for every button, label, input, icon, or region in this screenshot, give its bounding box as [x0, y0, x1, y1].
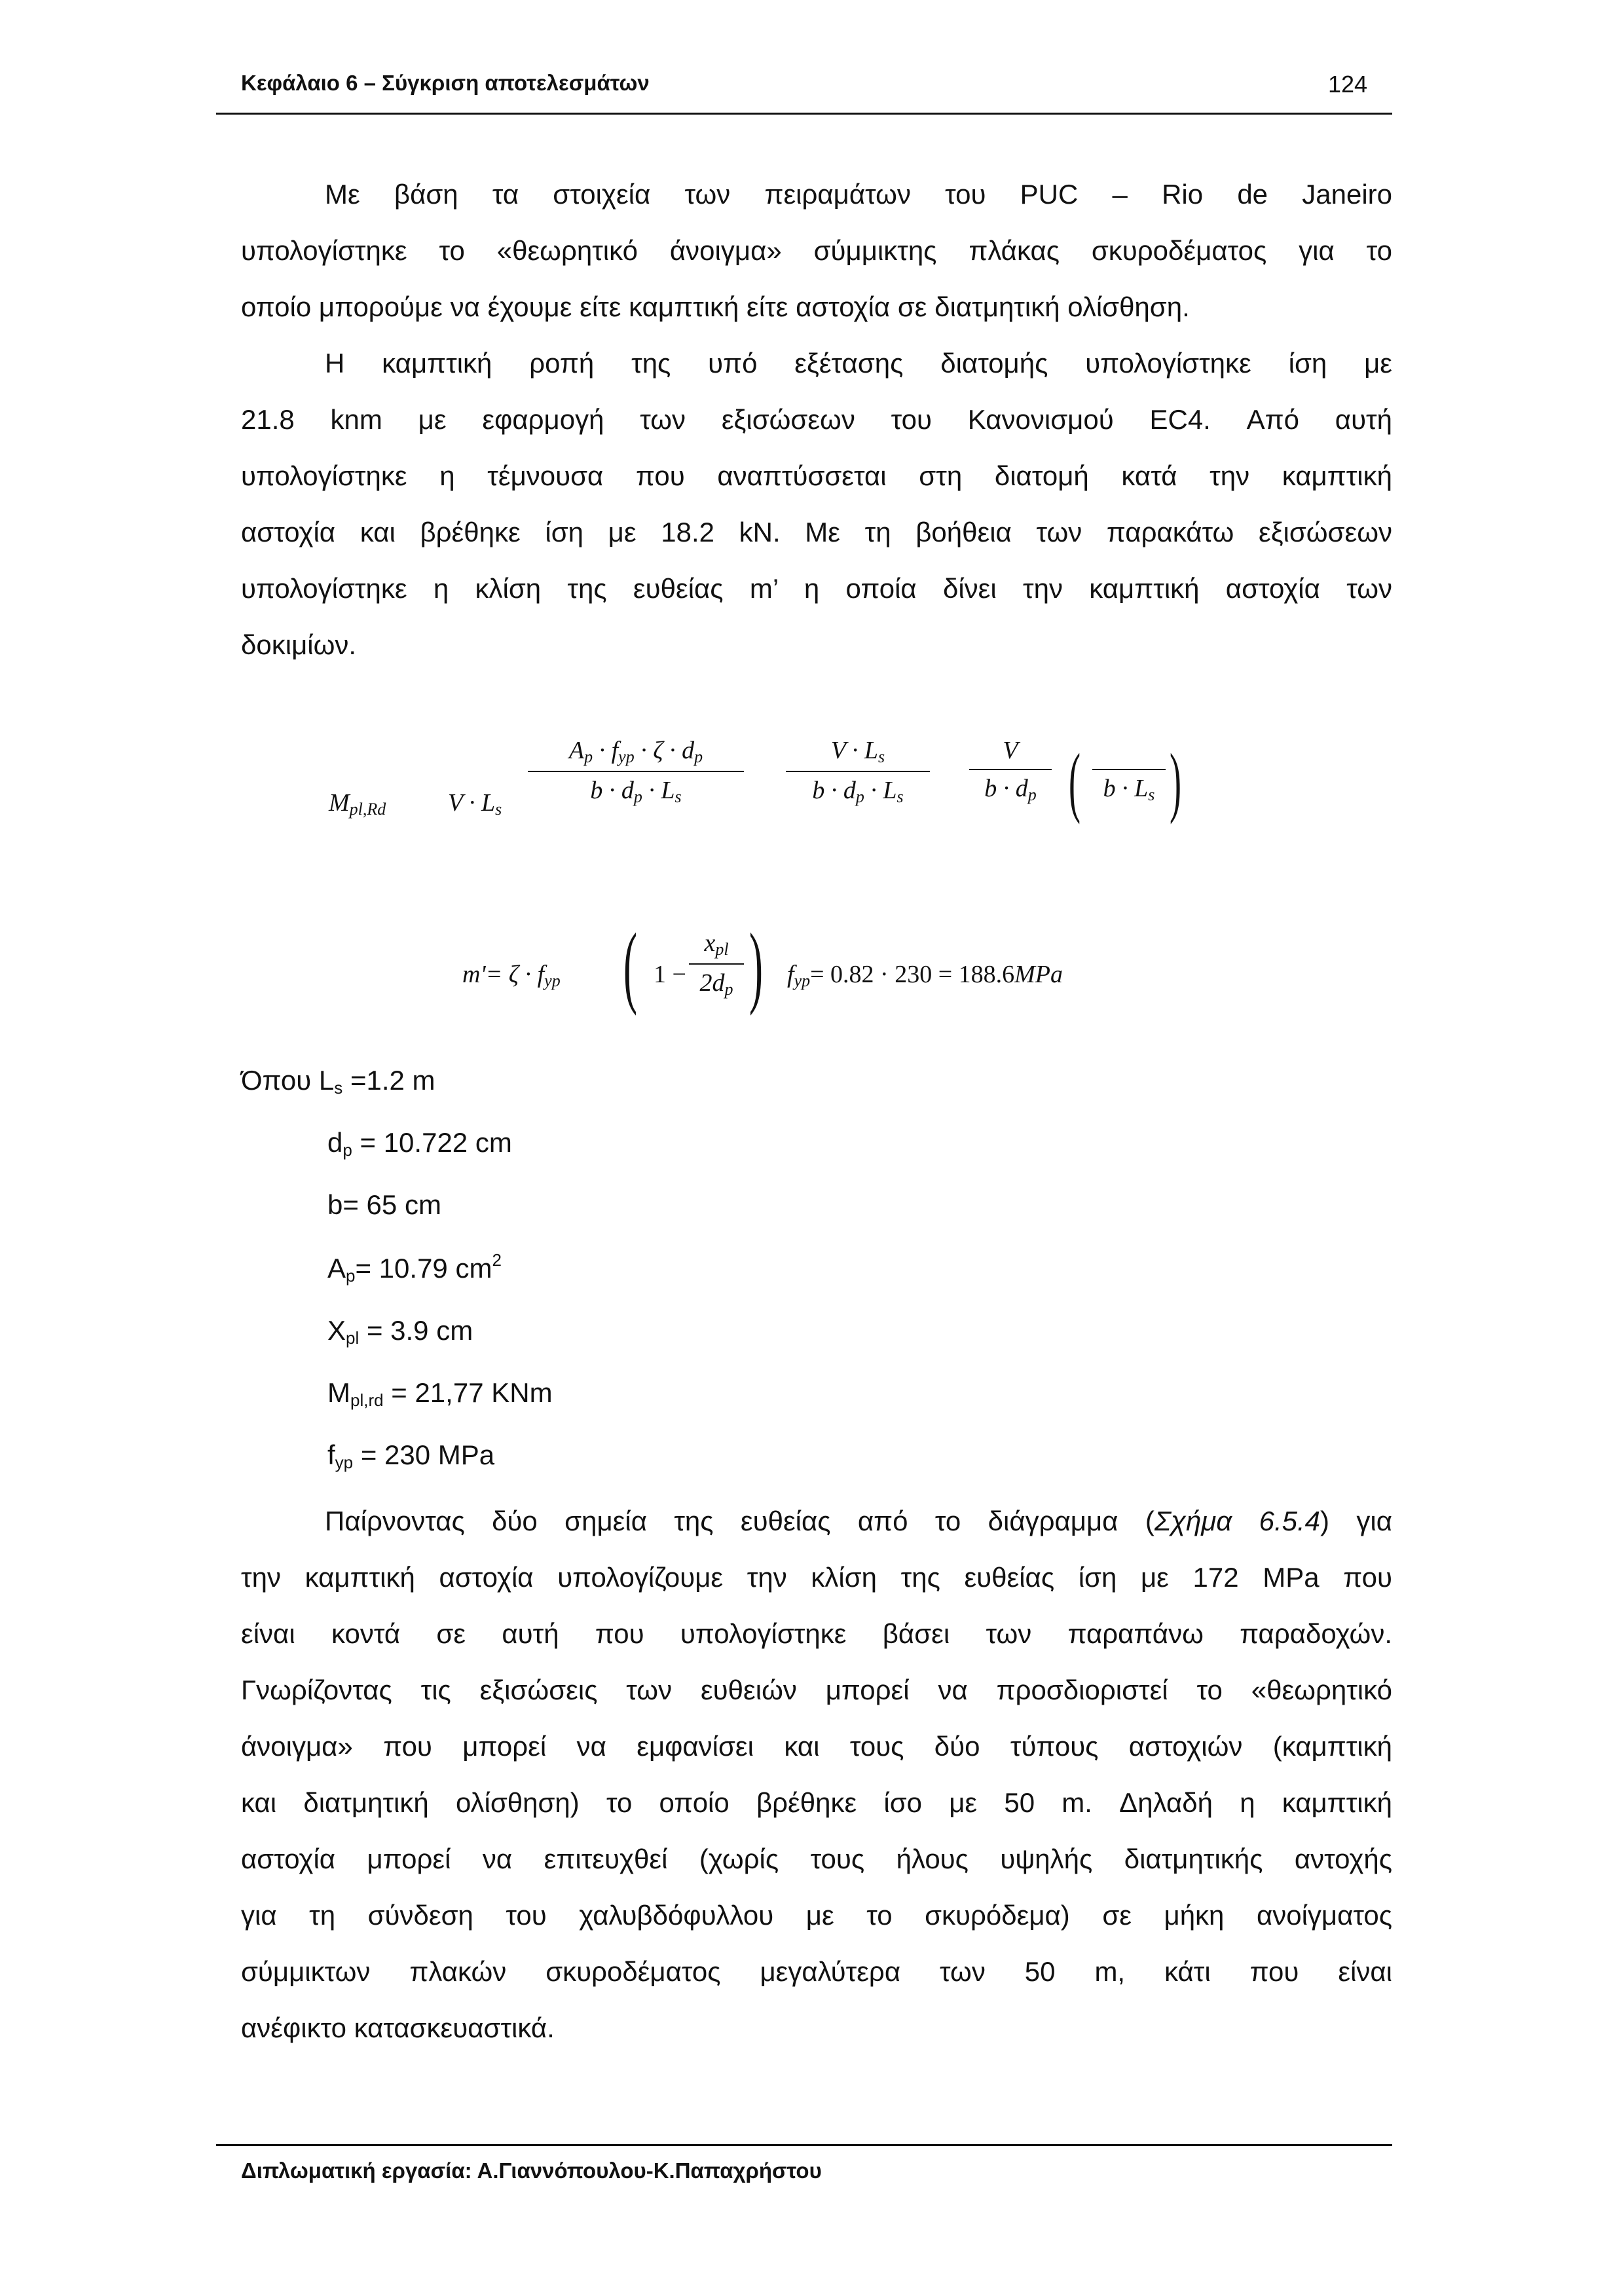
eq2-rhs-sub: yp: [794, 971, 811, 990]
eq1-f4-numerator: [1092, 736, 1166, 770]
text-line: και διατμητική ολίσθηση) το οποίο βρέθηκε ίσο με 50 m. Δηλαδή η καμπτική: [241, 1787, 1392, 1818]
running-header: Κεφάλαιο 6 – Σύγκριση αποτελεσμάτων: [241, 71, 650, 95]
page-number: 124: [1328, 71, 1368, 98]
text-line: Γνωρίζοντας τις εξισώσεις των ευθειών μπορεί να προσδιοριστεί το «θεωρητικό: [241, 1675, 1392, 1705]
eq2-rhs-value: = 0.82 · 230 = 188.6: [810, 961, 1015, 988]
param-ap-label: A: [327, 1253, 346, 1284]
eq1-f2-bd-sub: p: [855, 787, 864, 806]
text-line: άνοιγμα» που μπορεί να εμφανίσει και τους δύο τύπους αστοχιών (καμπτική: [241, 1731, 1392, 1762]
eq1-f1-l: · L: [648, 777, 675, 804]
header-rule: [216, 113, 1392, 115]
eq1-fraction-1: [528, 736, 744, 807]
text-line: 21.8 knm με εφαρμογή των εξισώσεων του Κανονισμού EC4. Από αυτή: [241, 404, 1392, 435]
text-line: δοκιμίων.: [241, 629, 357, 660]
param-fyp-value: = 230 MPa: [360, 1439, 495, 1470]
text-line: είναι κοντά σε αυτή που υπολογίστηκε βάσει των παραπάνω παραδοχών.: [241, 1618, 1392, 1649]
text-line: αστοχία μπορεί να επιτευχθεί (χωρίς τους ήλους υψηλής διατμητικής αντοχής: [241, 1843, 1392, 1874]
eq2-2d-sub: p: [724, 980, 733, 999]
param-ls-sub: s: [334, 1078, 343, 1098]
param-ap-sub: p: [346, 1266, 356, 1286]
eq1-f3-numerator: V: [969, 736, 1052, 770]
text-line: υπολογίστηκε το «θεωρητικό άνοιγμα» σύμμικτης πλάκας σκυροδέματος για το: [241, 235, 1392, 266]
eq2-x-sub: pl: [715, 940, 729, 959]
param-dp-value: = 10.722 cm: [360, 1127, 512, 1158]
running-footer: Διπλωματική εργασία: Α.Γιαννόπουλου-Κ.Παπαχρήστου: [241, 2158, 822, 2183]
text-line: [241, 1493, 1392, 1549]
text-line: σύμμικτων πλακών σκυροδέματος μεγαλύτερα των 50 m, κάτι που είναι: [241, 1956, 1392, 1987]
eq1-f1-numerator: [528, 736, 744, 772]
param-xpl: [241, 1303, 553, 1365]
eq1-f2-vl-sub: s: [878, 747, 885, 766]
eq1-f1-bd: b · d: [590, 777, 634, 804]
param-fyp: [241, 1428, 553, 1490]
para2-l1-start: Παίρνοντας δύο σημεία της ευθείας από το διάγραμμα (: [325, 1506, 1154, 1536]
eq1-f1-denominator: [528, 772, 744, 807]
eq1-f1-l-sub: s: [674, 787, 682, 806]
param-xpl-value: = 3.9 cm: [366, 1315, 473, 1346]
eq1-f2-l-sub: s: [896, 787, 904, 806]
text-line: την καμπτική αστοχία υπολογίζουμε την κλίση της ευθείας ίση με 172 MPa που: [241, 1562, 1392, 1593]
eq1-f3-bd-sub: p: [1027, 785, 1037, 804]
eq1-fraction-4: [1092, 736, 1166, 805]
eq1-f4-denominator: [1092, 770, 1166, 805]
param-ls-value: =1.2 m: [350, 1065, 435, 1096]
param-b: b= 65 cm: [327, 1189, 441, 1220]
param-mpl: [241, 1365, 553, 1428]
eq2-left-paren: (: [623, 915, 637, 1016]
eq1-fraction-3: [969, 736, 1052, 805]
param-ap-sup: 2: [492, 1250, 502, 1270]
text-line: αστοχία και βρέθηκε ίση με 18.2 kN. Με τη βοήθεια των παρακάτω εξισώσεων: [241, 517, 1392, 547]
eq1-m: M: [329, 789, 350, 817]
eq2-lhs-sub: yp: [544, 971, 561, 990]
eq1-f1-a: A: [568, 737, 585, 764]
text-line: Με βάση τα στοιχεία των πειραμάτων του PUC – Rio de Janeiro: [325, 179, 1392, 210]
eq1-f4-bl-sub: s: [1148, 785, 1155, 804]
param-fyp-label: f: [327, 1439, 335, 1470]
param-ap: [241, 1232, 553, 1303]
text-line: για τη σύνδεση του χαλυβδόφυλλου με το σκυρόδεμα) σε μήκη ανοίγματος: [241, 1900, 1392, 1931]
eq1-right-paren: ): [1170, 737, 1181, 824]
text-line: ανέφικτο κατασκευαστικά.: [241, 2012, 555, 2043]
eq2-lhs: [462, 960, 561, 991]
param-ap-value: = 10.79 cm: [355, 1253, 492, 1284]
eq1-f1-d-sub: p: [694, 747, 703, 766]
eq1-vl-term: [448, 788, 502, 819]
paragraph-2: [241, 1493, 1392, 2056]
param-dp-label: d: [327, 1127, 343, 1158]
param-ls-label: Όπου L: [241, 1065, 335, 1096]
param-xpl-sub: pl: [346, 1328, 360, 1348]
eq2-one-minus: 1 −: [654, 961, 686, 988]
text-line: οποίο μπορούμε να έχουμε είτε καμπτική είτε αστοχία σε διατμητική ολίσθηση.: [241, 291, 1190, 322]
param-dp-sub: p: [342, 1140, 352, 1160]
param-dp: [241, 1115, 553, 1177]
eq2-rhs-f: f: [787, 961, 794, 988]
eq1-f1-f: · f: [599, 737, 619, 764]
eq2-lhs-text: m'= ζ · f: [462, 961, 545, 988]
eq1-m-sub: pl,Rd: [349, 800, 386, 819]
eq1-f3-bd: b · d: [984, 775, 1028, 802]
parameter-list: [241, 1053, 553, 1490]
footer-rule: [216, 2144, 1392, 2146]
eq1-f2-numerator: [786, 736, 930, 772]
eq2-right-paren: ): [749, 915, 763, 1016]
param-ls: [241, 1053, 553, 1115]
eq2-frac-numerator: [689, 929, 744, 965]
eq1-f2-denominator: [786, 772, 930, 807]
eq2-rhs-unit: MPa: [1014, 961, 1063, 988]
param-mpl-value: = 21,77 KNm: [391, 1377, 553, 1408]
param-xpl-label: X: [327, 1315, 346, 1346]
eq1-f4-bl: b · L: [1103, 775, 1149, 802]
eq1-f1-zd: · ζ · d: [640, 737, 695, 764]
eq2-x: x: [704, 929, 716, 957]
figure-reference: Σχήμα 6.5.4: [1154, 1506, 1321, 1536]
text-line: Η καμπτική ροπή της υπό εξέτασης διατομής υπολογίστηκε ίση με: [325, 348, 1392, 379]
eq1-f2-vl: V · L: [830, 737, 879, 764]
eq2-fraction: [689, 929, 744, 999]
eq1-f2-bd: b · d: [812, 777, 856, 804]
text-line: υπολογίστηκε η τέμνουσα που αναπτύσσεται στη διατομή κατά την καμπτική: [241, 460, 1392, 491]
eq1-vl: V · L: [448, 789, 496, 817]
eq1-f1-f-sub: yp: [618, 747, 635, 766]
eq1-f1-bd-sub: p: [633, 787, 642, 806]
eq1-left-paren: (: [1069, 737, 1081, 824]
para2-l1-end: ) για: [1320, 1506, 1392, 1536]
eq1-m-term: [329, 788, 386, 819]
paragraph-1: [241, 166, 1392, 673]
eq2-rhs: [787, 960, 1063, 991]
eq1-f1-a-sub: p: [584, 747, 593, 766]
eq1-fraction-2: [786, 736, 930, 807]
text-line: υπολογίστηκε η κλίση της ευθείας m’ η οποία δίνει την καμπτική αστοχία των: [241, 573, 1392, 604]
eq1-f3-denominator: [969, 770, 1052, 805]
eq1-vl-sub: s: [495, 800, 502, 819]
eq2-2d: 2d: [699, 969, 725, 997]
eq2-frac-denominator: [689, 965, 744, 999]
param-mpl-sub: pl,rd: [350, 1390, 384, 1410]
eq1-f2-l: · L: [870, 777, 897, 804]
param-mpl-label: M: [327, 1377, 350, 1408]
param-fyp-sub: yp: [335, 1453, 354, 1472]
